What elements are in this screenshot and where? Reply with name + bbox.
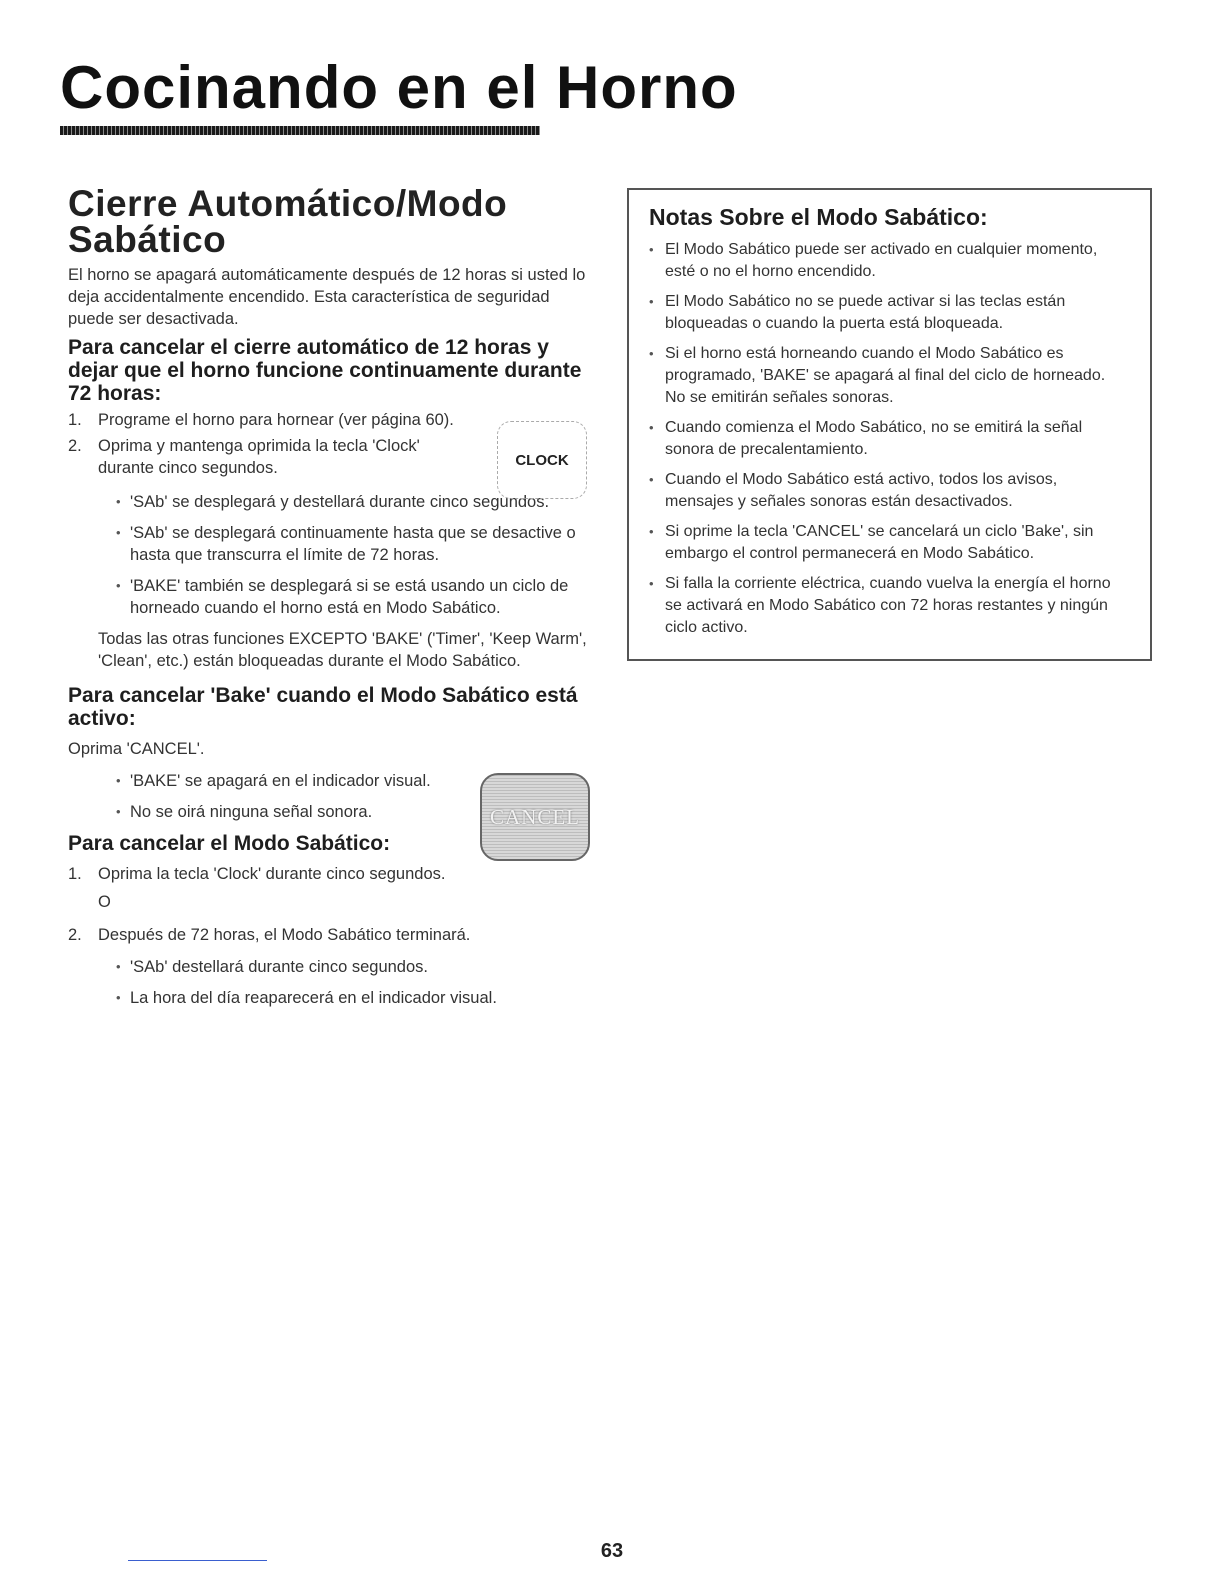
footer-rule	[128, 1560, 267, 1561]
step-item	[68, 924, 593, 946]
bullet-item: • 'SAb' se desplegará y destellará durante cinco segundos.	[116, 491, 593, 513]
step-text: Después de 72 horas, el Modo Sabático terminará.	[98, 926, 471, 944]
press-cancel-text: Oprima 'CANCEL'.	[68, 740, 205, 758]
cancel-key-illustration: CANCEL	[480, 773, 590, 861]
notes-title: Notas Sobre el Modo Sabático:	[649, 204, 988, 230]
step-text: Programe el horno para hornear (ver página 60).	[98, 411, 454, 429]
step-number: 1.	[68, 865, 82, 883]
intro-paragraph: El horno se apagará automáticamente después de 12 horas si usted lo deja accidentalmente encendido. Esta característica de seguridad puede ser desactivada.	[68, 266, 586, 328]
bullet-item: • 'BAKE' se apagará en el indicador visual.	[116, 770, 593, 792]
note-item: • Si oprime la tecla 'CANCEL' se cancelará un ciclo 'Bake', sin embargo el control permanecerá en Modo Sabático.	[649, 521, 1130, 565]
step-text: Oprima la tecla 'Clock' durante cinco segundos.	[98, 865, 446, 883]
step-text: Oprima y mantenga oprimida la tecla 'Clock' durante cinco segundos.	[98, 437, 420, 477]
other-functions-paragraph: Todas las otras funciones EXCEPTO 'BAKE' ('Timer', 'Keep Warm', 'Clean', etc.) están bloqueadas durante el Modo Sabático.	[98, 630, 587, 670]
section-title: Cierre Automático/Modo Sabático	[68, 183, 508, 260]
step-number: 2.	[68, 926, 82, 944]
bullet-item: • No se oirá ninguna señal sonora.	[116, 801, 593, 823]
steps-list-3	[68, 863, 593, 885]
note-item: • El Modo Sabático no se puede activar si las teclas están bloqueadas o cuando la puerta está bloqueada.	[649, 291, 1130, 335]
note-item: • Si el horno está horneando cuando el Modo Sabático es programado, 'BAKE' se apagará al final del ciclo de horneado. No se emitirán señales sonoras.	[649, 343, 1130, 409]
subheading-cancel-bake: Para cancelar 'Bake' cuando el Modo Sabático está activo:	[68, 684, 578, 730]
step-item	[68, 863, 593, 885]
step-number: 1.	[68, 411, 82, 429]
title-rule	[60, 126, 540, 135]
bullets-list-1	[68, 491, 593, 619]
bullet-item: • 'BAKE' también se desplegará si se está usando un ciclo de horneado cuando el horno está en Modo Sabático.	[116, 575, 593, 619]
subheading-cancel-auto-off: Para cancelar el cierre automático de 12 horas y dejar que el horno funcione continuamente durante 72 horas:	[68, 336, 582, 405]
page-title: Cocinando en el Horno	[60, 54, 738, 121]
bullet-item: • La hora del día reaparecerá en el indicador visual.	[116, 987, 593, 1009]
note-item: • Si falla la corriente eléctrica, cuando vuelva la energía el horno se activará en Modo Sabático con 72 horas restantes y ningún ciclo activo.	[649, 573, 1130, 639]
bullets-list-3	[68, 956, 593, 1009]
notes-list	[649, 239, 1130, 639]
left-column	[68, 183, 593, 1018]
bullet-item: • 'SAb' se desplegará continuamente hasta que se desactive o hasta que transcurra el límite de 72 horas.	[116, 522, 593, 566]
page-number: 63	[600, 1540, 624, 1562]
bullet-item: • 'SAb' destellará durante cinco segundos.	[116, 956, 593, 978]
or-separator: O	[98, 893, 111, 911]
steps-list-3b	[68, 924, 593, 946]
subheading-cancel-sabbath: Para cancelar el Modo Sabático:	[68, 832, 391, 855]
note-item: • El Modo Sabático puede ser activado en cualquier momento, esté o no el horno encendido.	[649, 239, 1130, 283]
note-item: • Cuando el Modo Sabático está activo, todos los avisos, mensajes y señales sonoras están desactivados.	[649, 469, 1130, 513]
clock-key-illustration: CLOCK	[497, 421, 587, 499]
notes-box	[627, 188, 1152, 661]
note-item: • Cuando comienza el Modo Sabático, no se emitirá la señal sonora de precalentamiento.	[649, 417, 1130, 461]
step-number: 2.	[68, 437, 82, 455]
